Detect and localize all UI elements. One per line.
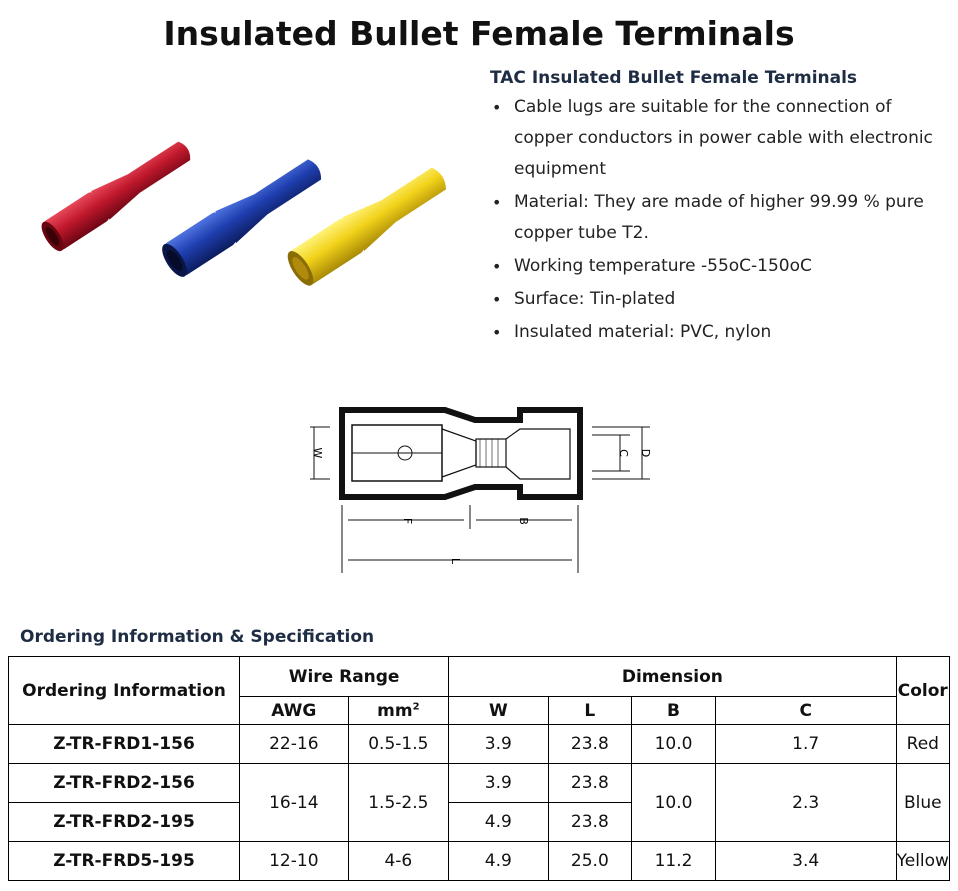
cell-b: 10.0 — [632, 764, 716, 842]
table-row — [9, 725, 950, 764]
table-row — [9, 764, 950, 803]
dim-label-l: L — [449, 557, 462, 565]
cell-awg: 22-16 — [240, 725, 349, 764]
cell-awg: 16-14 — [240, 764, 349, 842]
col-header-dimension: Dimension — [449, 657, 896, 697]
cell-awg: 12-10 — [240, 842, 349, 881]
cell-color: Yellow — [896, 842, 949, 881]
cell-code: Z-TR-FRD2-195 — [9, 803, 240, 842]
cell-c: 1.7 — [715, 725, 896, 764]
dim-label-w: W — [311, 447, 324, 459]
cell-mm2: 0.5-1.5 — [348, 725, 449, 764]
cell-w: 3.9 — [449, 725, 548, 764]
feature-item: • Material: They are made of higher 99.99 % pure copper tube T2. — [514, 187, 950, 249]
dim-label-d: D — [639, 448, 652, 458]
dim-label-c: C — [617, 449, 630, 457]
spec-table — [8, 656, 950, 881]
cell-color: Blue — [896, 764, 949, 842]
feature-item: • Insulated material: PVC, nylon — [514, 317, 950, 348]
col-header-mm2: $mm^2$ — [348, 697, 449, 725]
table-header-row — [9, 657, 950, 697]
section-title: Ordering Information & Specification — [20, 627, 375, 647]
description-heading: TAC Insulated Bullet Female Terminals — [490, 68, 858, 88]
cell-code: Z-TR-FRD5-195 — [9, 842, 240, 881]
feature-list — [490, 92, 950, 348]
cell-b: 10.0 — [632, 725, 716, 764]
product-description — [490, 68, 950, 350]
feature-item: • Working temperature -55oC-150oC — [514, 251, 950, 282]
cell-code: Z-TR-FRD2-156 — [9, 764, 240, 803]
cell-l: 23.8 — [548, 725, 632, 764]
cell-b: 11.2 — [632, 842, 716, 881]
product-photo — [30, 86, 470, 286]
cell-c: 3.4 — [715, 842, 896, 881]
col-header-ordering: Ordering Information — [9, 657, 240, 725]
page-title: Insulated Bullet Female Terminals — [163, 14, 795, 53]
feature-item: • Surface: Tin-plated — [514, 284, 950, 315]
dim-label-f: F — [401, 517, 414, 525]
cell-l: 25.0 — [548, 842, 632, 881]
cell-w: 4.9 — [449, 803, 548, 842]
table-row — [9, 842, 950, 881]
cell-w: 4.9 — [449, 842, 548, 881]
col-header-l: L — [548, 697, 632, 725]
dimension-diagram — [300, 405, 660, 590]
cell-color: Red — [896, 725, 949, 764]
cell-mm2: 1.5-2.5 — [348, 764, 449, 842]
col-header-color: Color — [896, 657, 949, 725]
terminal-red — [37, 134, 196, 254]
feature-item: • Cable lugs are suitable for the connection of copper conductors in power cable with electronic equipment — [514, 92, 950, 185]
cell-l: 23.8 — [548, 803, 632, 842]
cell-mm2: 4-6 — [348, 842, 449, 881]
col-header-c: C — [715, 697, 896, 725]
col-header-wire-range: Wire Range — [240, 657, 449, 697]
col-header-b: B — [632, 697, 716, 725]
col-header-awg: AWG — [240, 697, 349, 725]
cell-code: Z-TR-FRD1-156 — [9, 725, 240, 764]
col-header-w: W — [449, 697, 548, 725]
dim-label-b: B — [517, 517, 530, 525]
cell-l: 23.8 — [548, 764, 632, 803]
cell-c: 2.3 — [715, 764, 896, 842]
cell-w: 3.9 — [449, 764, 548, 803]
